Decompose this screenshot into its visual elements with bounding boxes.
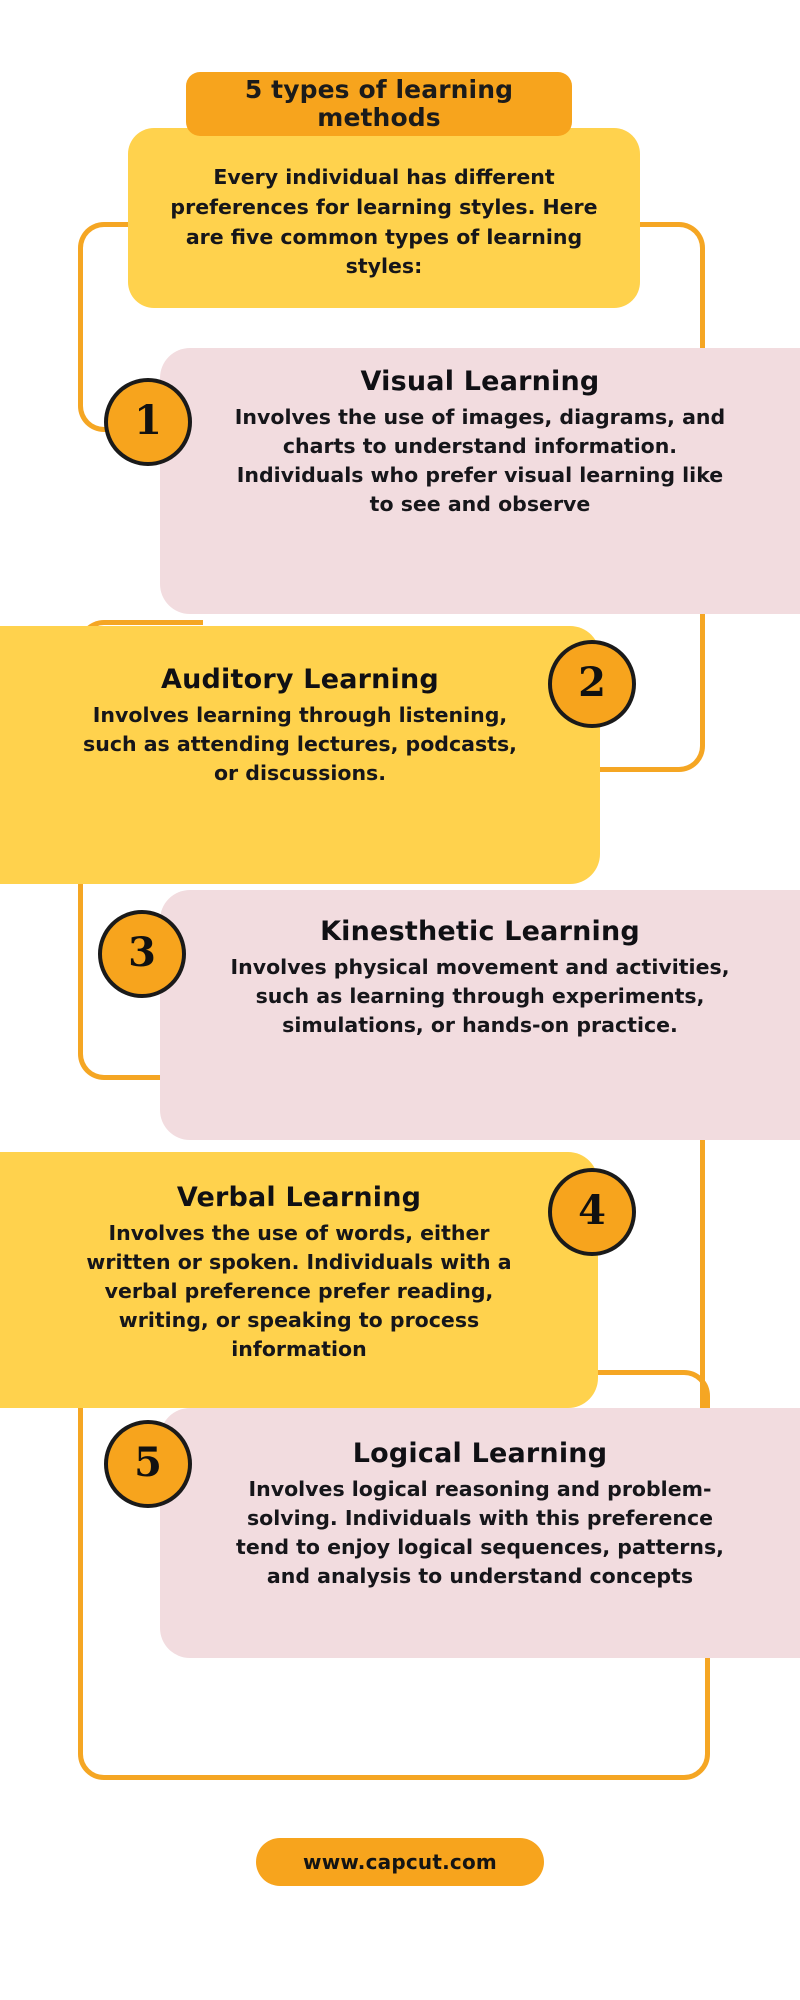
step-text-1: Involves the use of images, diagrams, and charts to understand information. Individuals who prefer visual learning like to see and observe [234,405,726,517]
step-number-4: 4 [578,1187,606,1234]
page-title-text: 5 types of learning methods [244,75,514,132]
step-badge-3 [98,910,186,998]
footer-url-badge[interactable] [256,1838,544,1886]
step-card-3 [160,890,800,1140]
step-number-3: 3 [128,929,156,976]
step-text-2: Involves learning through listening, such as attending lectures, podcasts, or discussions. [83,703,517,786]
intro-text: Every individual has different preferences for learning styles. Here are five common types of learning styles: [170,165,598,279]
step-text-4: Involves the use of words, either written or spoken. Individuals with a verbal preference prefer reading, writing, or speaking to process information [86,1221,512,1362]
step-card-2 [0,626,600,884]
step-badge-4 [548,1168,636,1256]
step-title-4: Verbal Learning [176,1182,422,1213]
step-text-5: Involves logical reasoning and problem-solving. Individuals with this preference tend to enjoy logical sequences, patterns, and analysis to understand concepts [236,1477,724,1589]
step-text-3: Involves physical movement and activities, such as learning through experiments, simulations, or hands-on practice. [230,955,730,1038]
step-number-1: 1 [134,397,162,444]
step-title-5: Logical Learning [352,1438,608,1469]
step-title-1: Visual Learning [360,366,600,397]
step-number-2: 2 [578,659,606,706]
step-card-4 [0,1152,598,1408]
page-title [186,72,572,136]
step-number-5: 5 [134,1439,162,1486]
step-badge-1 [104,378,192,466]
step-title-3: Kinesthetic Learning [320,916,640,947]
step-badge-2 [548,640,636,728]
step-card-1 [160,348,800,614]
intro-card [128,128,640,308]
step-card-5 [160,1408,800,1658]
footer-url-text: www.capcut.com [303,1850,497,1874]
step-title-2: Auditory Learning [161,664,439,695]
step-badge-5 [104,1420,192,1508]
